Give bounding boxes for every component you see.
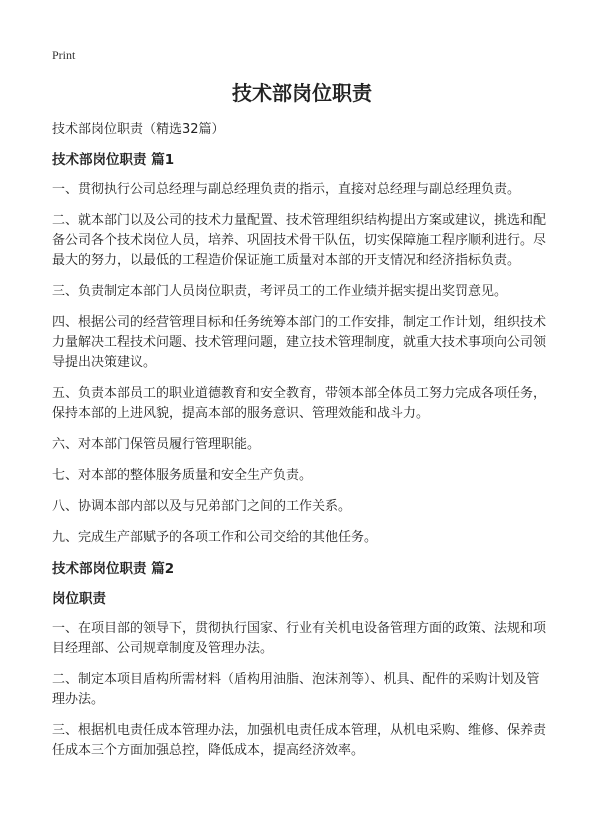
section-2-subheading: 岗位职责 bbox=[52, 591, 106, 607]
section-2-paragraph: 一、在项目部的领导下，贯彻执行国家、行业有关机电设备管理方面的政策、法规和项目经理部、公司规章制度及管理办法。 bbox=[52, 621, 547, 656]
section-2-heading: 技术部岗位职责 篇2 bbox=[52, 561, 175, 577]
section-1-paragraph: 八、协调本部内部以及与兄弟部门之间的工作关系。 bbox=[52, 499, 352, 514]
section-1-paragraph: 九、完成生产部赋予的各项工作和公司交给的其他任务。 bbox=[52, 530, 378, 545]
section-1-paragraph: 四、根据公司的经营管理目标和任务统筹本部门的工作安排，制定工作计划，组织技术力量解决工程技术问题、技术管理问题，建立技术管理制度，就重大技术事项向公司领导提出决策建议。 bbox=[52, 315, 547, 370]
section-1-paragraph: 三、负责制定本部门人员岗位职责，考评员工的工作业绩并据实提出奖罚意见。 bbox=[52, 284, 508, 299]
page-title: 技术部岗位职责 bbox=[232, 81, 372, 105]
section-2-paragraph: 三、根据机电责任成本管理办法，加强机电责任成本管理，从机电采购、维修、保养责任成本三个方面加强总控，降低成本，提高经济效率。 bbox=[52, 723, 547, 758]
section-1-paragraph: 二、就本部门以及公司的技术力量配置、技术管理组织结构提出方案或建议，挑选和配备公司各个技术岗位人员，培养、巩固技术骨干队伍，切实保障施工程序顺利进行。尽最大的努力，以最低的工程造价保证施工质量对本部的开支情况和经济指标负责。 bbox=[52, 213, 547, 268]
print-link[interactable]: Print bbox=[52, 48, 76, 62]
section-1-heading: 技术部岗位职责 篇1 bbox=[52, 152, 175, 168]
section-1-paragraph: 五、负责本部员工的职业道德教育和安全教育，带领本部全体员工努力完成各项任务，保持本部的上进风貌，提高本部的服务意识、管理效能和战斗力。 bbox=[52, 386, 547, 421]
section-1-paragraph: 六、对本部门保管员履行管理职能。 bbox=[52, 437, 261, 452]
section-1-paragraph: 七、对本部的整体服务质量和安全生产负责。 bbox=[52, 468, 313, 483]
section-2-paragraph: 二、制定本项目盾构所需材料（盾构用油脂、泡沫剂等）、机具、配件的采购计划及管理办法。 bbox=[52, 672, 540, 707]
document-subtitle: 技术部岗位职责（精选32篇） bbox=[52, 122, 225, 137]
section-1-paragraph: 一、贯彻执行公司总经理与副总经理负责的指示，直接对总经理与副总经理负责。 bbox=[52, 182, 521, 197]
